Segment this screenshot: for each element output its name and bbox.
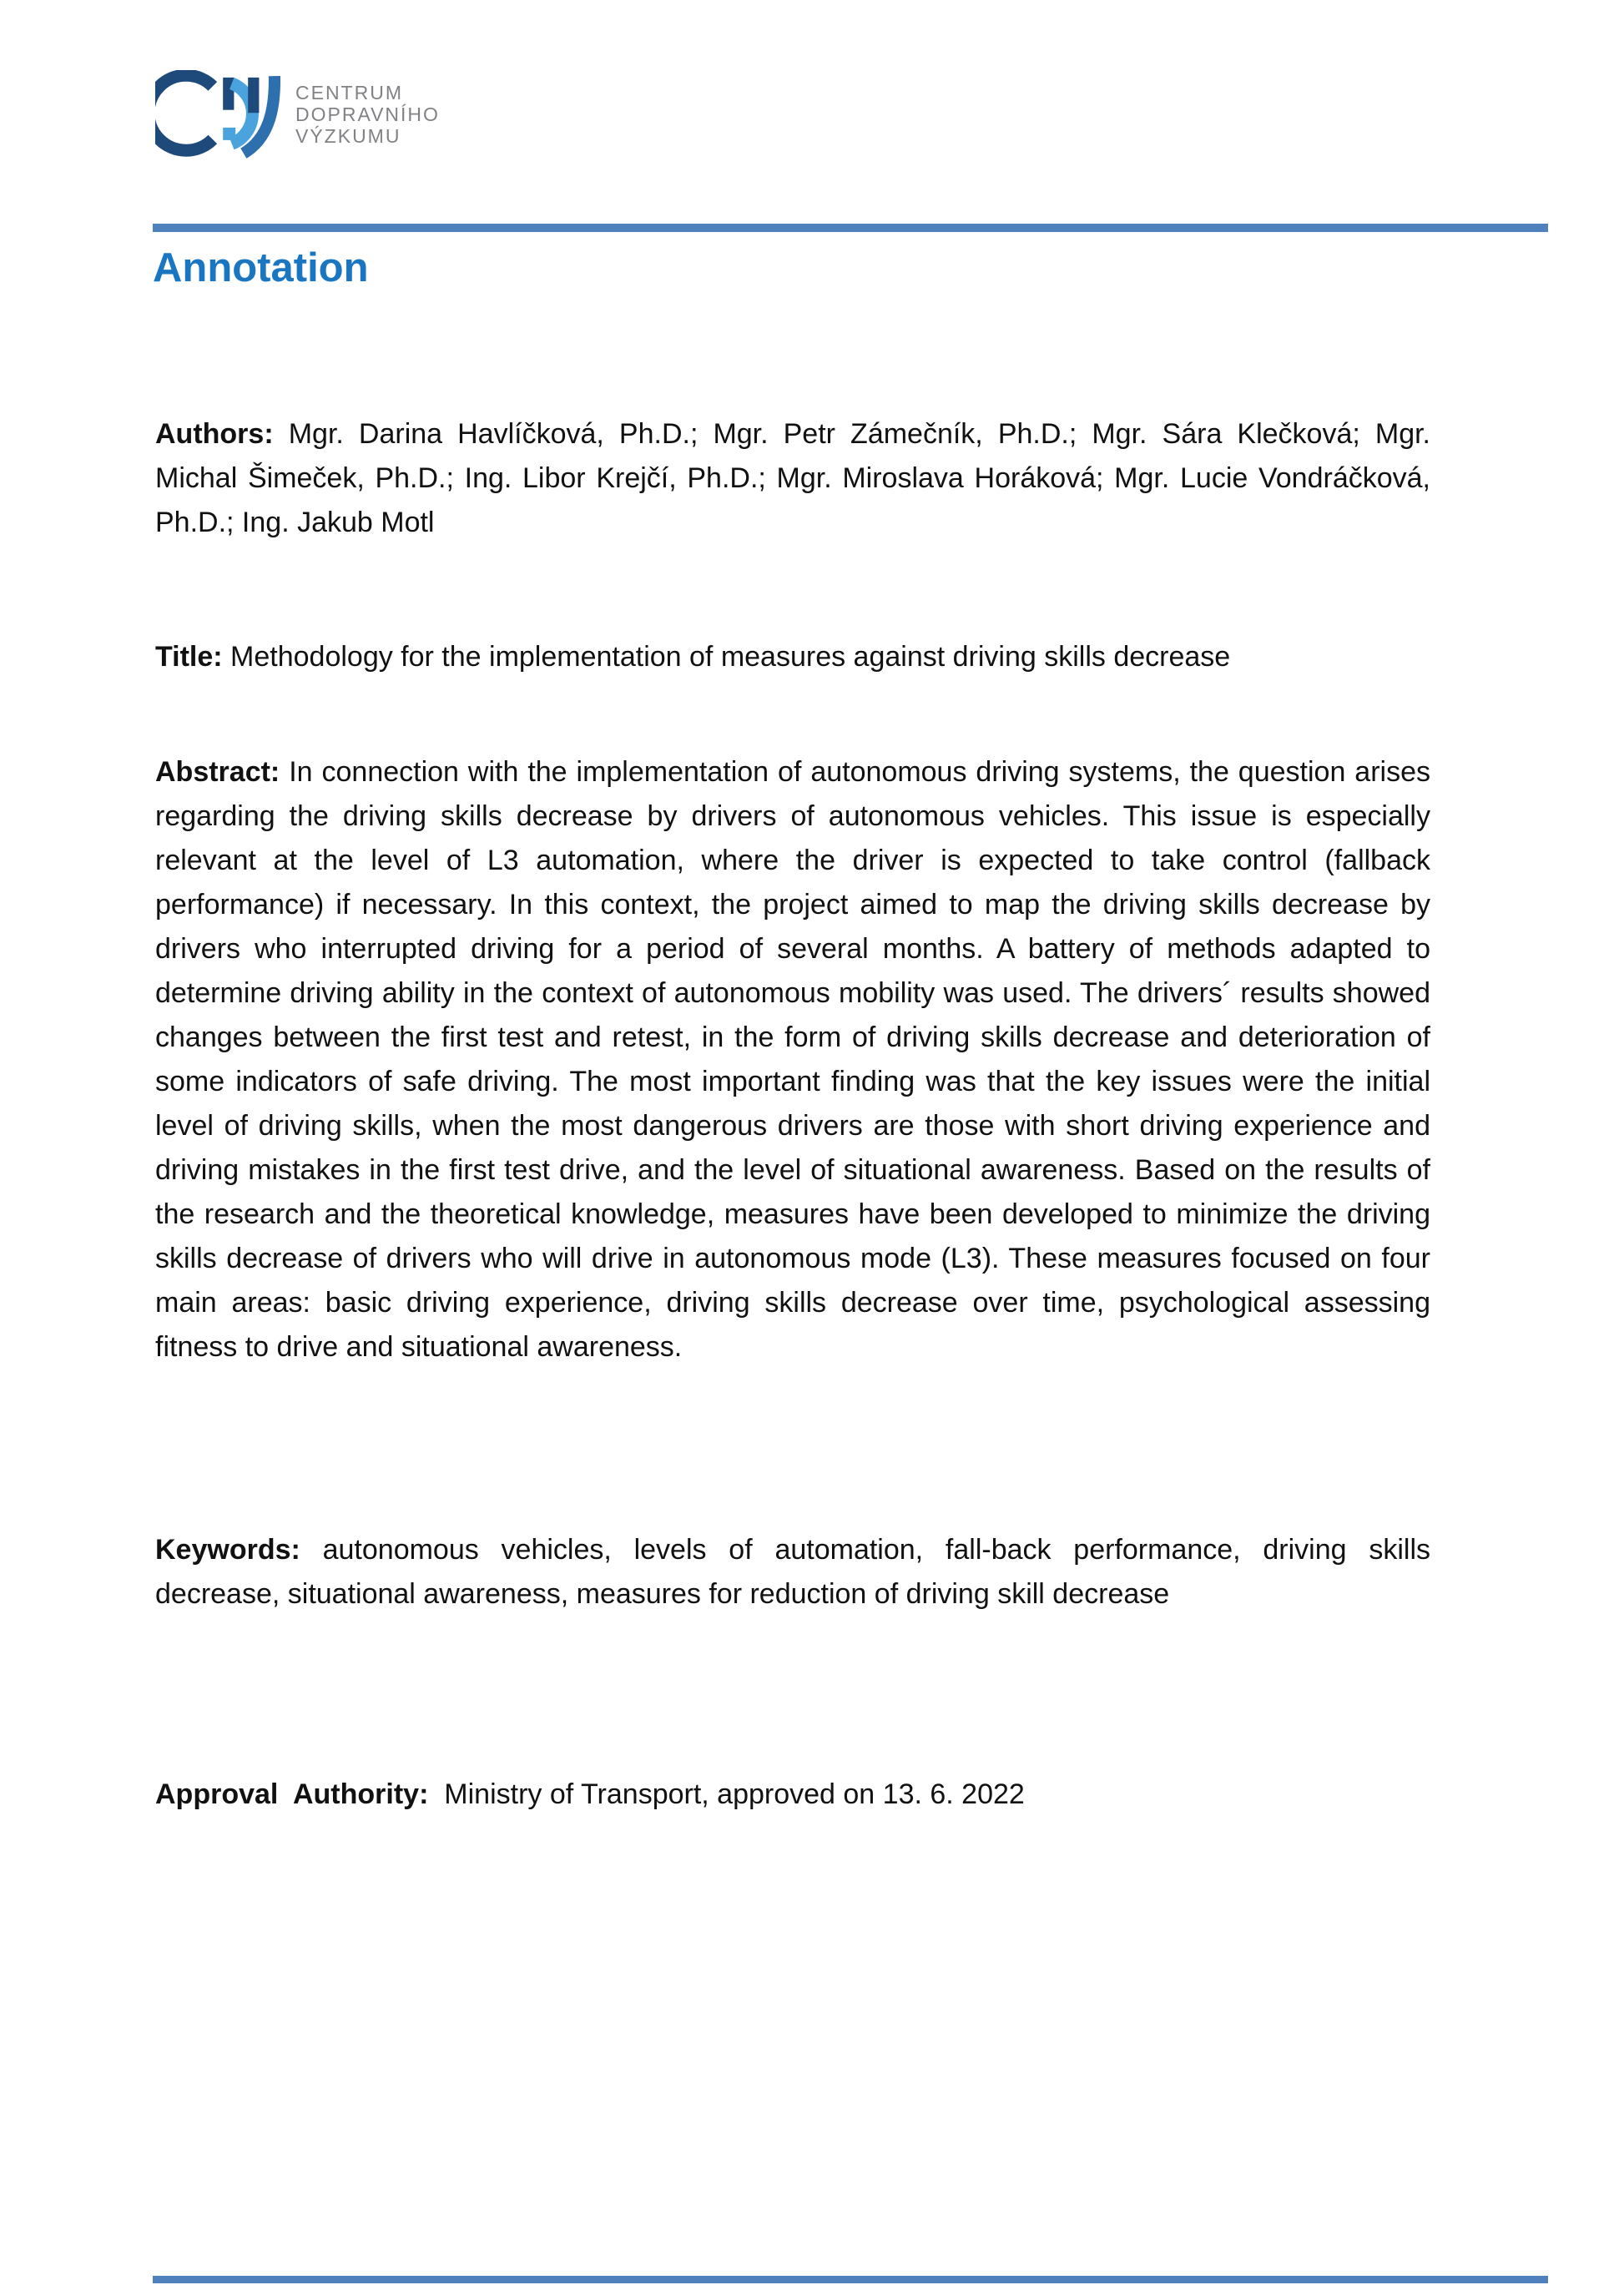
logo-org-name — [295, 82, 440, 147]
approval-text: Ministry of Transport, approved on 13. 6. 2022 — [436, 1778, 1025, 1810]
header-rule — [153, 224, 1548, 232]
logo-org-line-1: CENTRUM — [295, 82, 403, 103]
cdv-logo-icon — [155, 70, 280, 159]
title-label: Title: — [155, 641, 231, 673]
page-title: Annotation — [153, 245, 369, 290]
logo-org-line-2: DOPRAVNÍHO — [295, 103, 440, 125]
abstract-paragraph — [155, 750, 1430, 1369]
keywords-label: Keywords: — [155, 1534, 323, 1566]
authors-label: Authors: — [155, 418, 289, 450]
footer-rule — [153, 2276, 1548, 2283]
title-paragraph — [155, 635, 1430, 679]
title-text: Methodology for the implementation of measures against driving skills decrease — [230, 641, 1231, 673]
abstract-text: In connection with the implementation of autonomous driving systems, the question arises regarding the driving skills decrease by drivers of autonomous vehicles. This issue is especially relevant at the level of L3 automation, where the driver is expected to take control (fallback performance) if necessary. In this context, the project aimed to map the driving skills decrease by drivers who interrupted driving for a period of several months. A battery of methods adapted to determine driving ability in the context of autonomous mobility was used. The drivers´ results showed changes between the first test and retest, in the form of driving skills decrease and deterioration of some indicators of safe driving. The most important finding was that the key issues were the initial level of driving skills, when the most dangerous drivers are those with short driving experience and driving mistakes in the first test drive, and the level of situational awareness. Based on the results of the research and the theoretical knowledge, measures have been developed to minimize the driving skills decrease of drivers who will drive in autonomous mode (L3). These measures focused on four main areas: basic driving experience, driving skills decrease over time, psychological assessing fitness to drive and situational awareness. — [155, 756, 1430, 1363]
logo-org-line-3: VÝZKUMU — [295, 125, 401, 147]
approval-label: Approval Authority: — [155, 1778, 436, 1810]
authors-text: Mgr. Darina Havlíčková, Ph.D.; Mgr. Petr Zámečník, Ph.D.; Mgr. Sára Klečková; Mgr. Michal Šimeček, Ph.D.; Ing. Libor Krejčí, Ph.D.; Mgr. Miroslava Horáková; Mgr. Lucie Vondráčková, Ph.D.; Ing. Jakub Motl — [155, 418, 1431, 538]
keywords-text: autonomous vehicles, levels of automation, fall-back performance, driving skills decrease, situational awareness, measures for reduction of driving skill decrease — [155, 1534, 1431, 1610]
abstract-label: Abstract: — [155, 756, 290, 788]
keywords-paragraph — [155, 1528, 1430, 1617]
approval-paragraph — [155, 1773, 1430, 1817]
authors-paragraph — [155, 412, 1430, 545]
cdv-logo — [155, 70, 440, 159]
